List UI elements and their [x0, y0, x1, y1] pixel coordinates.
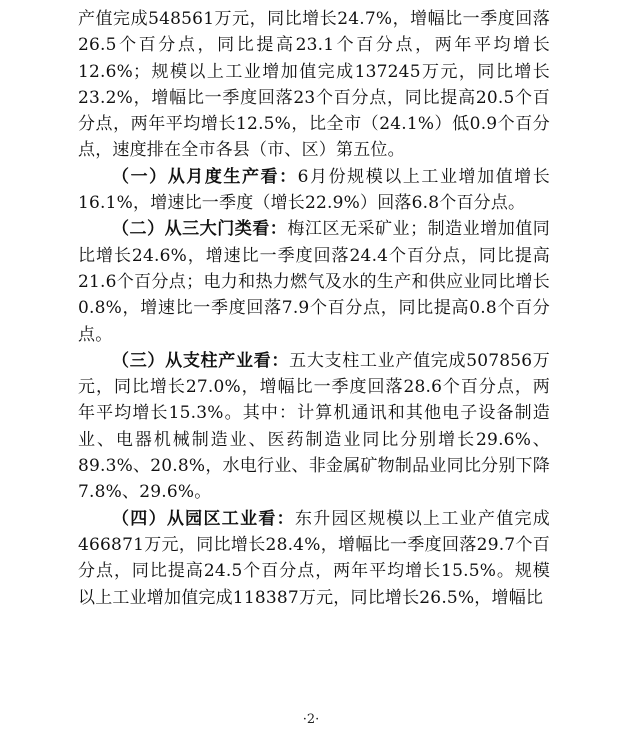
section-heading-pillar: （三）从支柱产业看： [112, 350, 290, 371]
paragraph-pillar-industries [78, 348, 550, 506]
paragraph-three-categories [78, 216, 550, 347]
paragraph-text: 6月份规模以上工业增加值增长16.1%，增速比一季度（增长22.9%）回落6.8个百分点。 [78, 166, 551, 214]
section-heading-monthly: （一）从月度生产看： [112, 166, 298, 187]
paragraph-text: 五大支柱工业产值完成507856万元，同比增长27.0%，增幅比一季度回落28.6个百分点，两年平均增长15.3%。其中：计算机通讯和其他电子设备制造业、电器机械制造业、医药制造业同比分别增长29.6%、89.3%、20.8%，水电行业、非金属矿物制品业同比分别下降7.8%、29.6%。 [78, 350, 551, 503]
paragraph-text: 梅江区无采矿业；制造业增加值同比增长24.6%，增速比一季度回落24.4个百分点，同比提高21.6个百分点；电力和热力燃气及水的生产和供应业同比增长0.8%，增速比一季度回落7.9个百分点，同比提高0.8个百分点。 [78, 219, 551, 345]
paragraph-industrial-park [78, 506, 550, 611]
document-page [78, 6, 550, 611]
section-heading-categories: （二）从三大门类看： [112, 219, 288, 240]
paragraph-industrial-output [78, 6, 550, 164]
paragraph-text: 产值完成548561万元，同比增长24.7%，增幅比一季度回落26.5个百分点，同比提高23.1个百分点，两年平均增长12.6%；规模以上工业增加值完成137245万元，同比增长23.2%，增幅比一季度回落23个百分点，同比提高20.5个百分点，两年平均增长12.5%，比全市（24.1%）低0.9个百分点，速度排在全市各县（市、区）第五位。 [78, 9, 550, 161]
page-number: ·2· [302, 712, 320, 727]
section-heading-park: （四）从园区工业看： [112, 508, 295, 529]
paragraph-text: 东升园区规模以上工业产值完成466871万元，同比增长28.4%，增幅比一季度回落29.7个百分点，同比提高24.5个百分点，两年平均增长15.5%。规模以上工业增加值完成118387万元，同比增长26.5%，增幅比 [78, 508, 550, 608]
paragraph-monthly-production [78, 164, 550, 217]
